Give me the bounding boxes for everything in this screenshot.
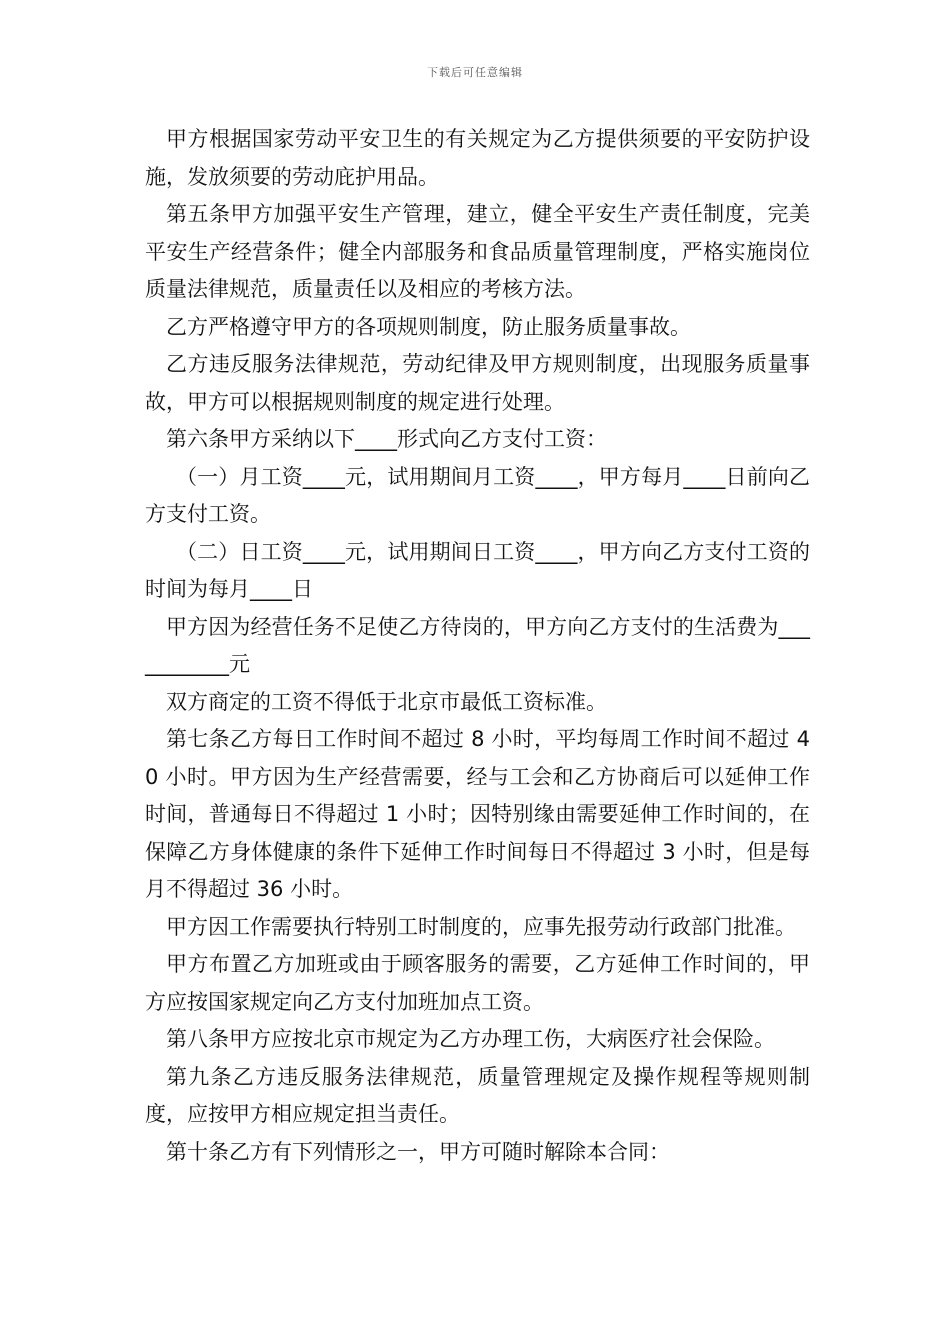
paragraph-violation-handling: 乙方违反服务法律规范，劳动纪律及甲方规则制度，出现服务质量事故，甲方可以根据规则制度的规定进行处理。 — [145, 352, 810, 414]
paragraph-article-6: 第六条甲方采纳以下____形式向乙方支付工资： — [166, 427, 607, 451]
paragraph-obey-rules: 乙方严格遵守甲方的各项规则制度，防止服务质量事故。 — [166, 314, 691, 339]
paragraph-special-hours: 甲方因工作需要执行特别工时制度的，应事先报劳动行政部门批准。 — [166, 914, 796, 939]
paragraph-living-allowance: 甲方因为经营任务不足使乙方待岗的，甲方向乙方支付的生活费为___________元 — [145, 614, 810, 676]
paragraph-overtime-pay: 甲方布置乙方加班或由于顾客服务的需要，乙方延伸工作时间的，甲方应按国家规定向乙方支付加班加点工资。 — [145, 952, 810, 1014]
paragraph-monthly-wage: （一）月工资____元，试用期间月工资____，甲方每月____日前向乙方支付工资。 — [145, 464, 810, 526]
paragraph-article-10: 第十条乙方有下列情形之一，甲方可随时解除本合同： — [166, 1139, 670, 1164]
paragraph-daily-wage: （二）日工资____元，试用期间日工资____，甲方向乙方支付工资的时间为每月____日 — [145, 539, 810, 601]
page-header: 下载后可任意编辑 — [427, 66, 523, 79]
paragraph-safety-facilities: 甲方根据国家劳动平安卫生的有关规定为乙方提供须要的平安防护设施，发放须要的劳动庇护用品。 — [145, 127, 810, 189]
paragraph-article-8: 第八条甲方应按北京市规定为乙方办理工伤，大病医疗社会保险。 — [166, 1027, 775, 1051]
paragraph-article-5: 第五条甲方加强平安生产管理，建立，健全平安生产责任制度，完美平安生产经营条件；健全内部服务和食品质量管理制度，严格实施岗位质量法律规范，质量责任以及相应的考核方法。 — [145, 202, 810, 301]
paragraph-minimum-wage: 双方商定的工资不得低于北京市最低工资标准。 — [166, 689, 607, 714]
document-body — [145, 121, 810, 1171]
paragraph-article-9: 第九条乙方违反服务法律规范，质量管理规定及操作规程等规则制度，应按甲方相应规定担当责任。 — [145, 1064, 810, 1126]
paragraph-article-7: 第七条乙方每日工作时间不超过 8 小时，平均每周工作时间不超过 40 小时。甲方因为生产经营需要，经与工会和乙方协商后可以延伸工作时间，普通每日不得超过 1 小时；因特别缘由需要延伸工作时间的，在保障乙方身体健康的条件下延伸工作时间每日不得超过 3 小时，但是每月不得超过 36 小时。 — [145, 727, 810, 901]
